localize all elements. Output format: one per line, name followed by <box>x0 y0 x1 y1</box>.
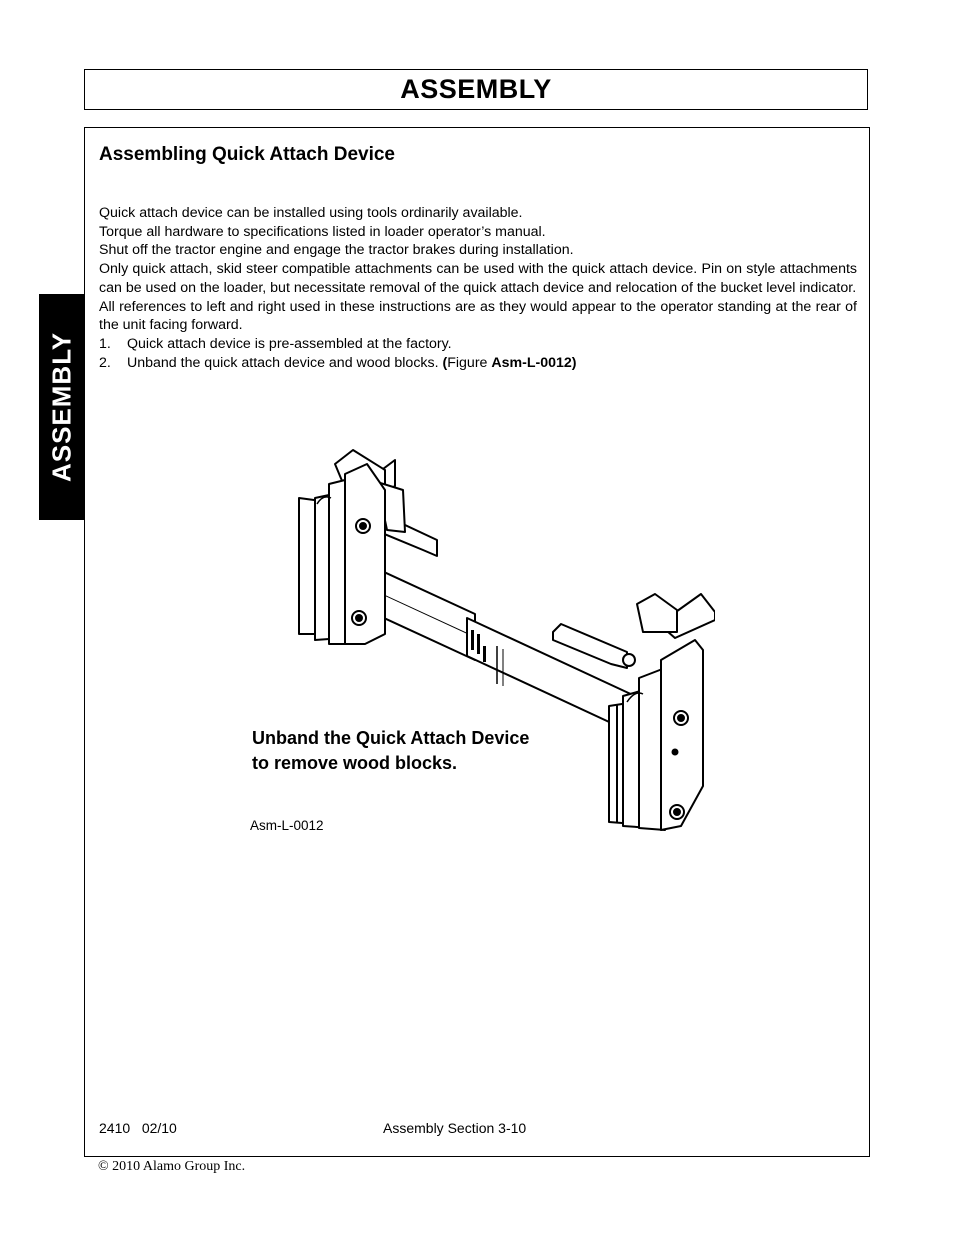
section-title: Assembling Quick Attach Device <box>99 144 396 165</box>
paragraph: All references to left and right used in these instructions are as they would appear to the operator standing at the rear of the unit facing forward. <box>99 298 857 334</box>
figure-caption-line: Unband the Quick Attach Device <box>252 728 530 748</box>
figure-ref-open: ( <box>442 354 448 371</box>
step-number: 2. <box>99 354 111 371</box>
figure-caption <box>252 726 529 776</box>
paragraph: Quick attach device can be installed using tools ordinarily available. <box>99 205 523 221</box>
list-item <box>99 354 857 373</box>
step-number: 1. <box>99 335 111 352</box>
quick-attach-illustration <box>235 434 715 854</box>
footer-section: Assembly Section 3-10 <box>383 1120 527 1136</box>
side-tab-label: ASSEMBLY <box>46 331 76 483</box>
paragraph: Torque all hardware to specifications listed in loader operator’s manual. <box>99 223 546 240</box>
body-text <box>99 204 857 372</box>
paragraph: Shut off the tractor engine and engage the tractor brakes during installation. <box>99 242 574 259</box>
copyright: © 2010 Alamo Group Inc. <box>98 1159 246 1174</box>
paragraph: Only quick attach, skid steer compatible attachments can be used with the quick attach device. Pin on style attachments can be used on the loader, but necessitate removal of the quick attach device and relocation of the bucket level indicator. <box>99 261 857 296</box>
figure-caption-line: to remove wood blocks. <box>252 753 458 773</box>
list-item <box>99 335 857 354</box>
step-text <box>127 354 577 373</box>
page-header <box>84 69 868 110</box>
side-tab <box>39 294 84 520</box>
step-text: Quick attach device is pre-assembled at the factory. <box>127 335 452 352</box>
figure-ref-id: Asm-L-0012) <box>491 354 577 371</box>
figure-ref-word: Figure <box>447 354 492 371</box>
figure-id: Asm-L-0012 <box>250 818 324 833</box>
step-text-main: Unband the quick attach device and wood blocks. <box>127 354 443 371</box>
page-title: ASSEMBLY <box>400 74 552 104</box>
footer-model-date: 2410 02/10 <box>99 1120 177 1136</box>
content-panel <box>84 127 870 1157</box>
